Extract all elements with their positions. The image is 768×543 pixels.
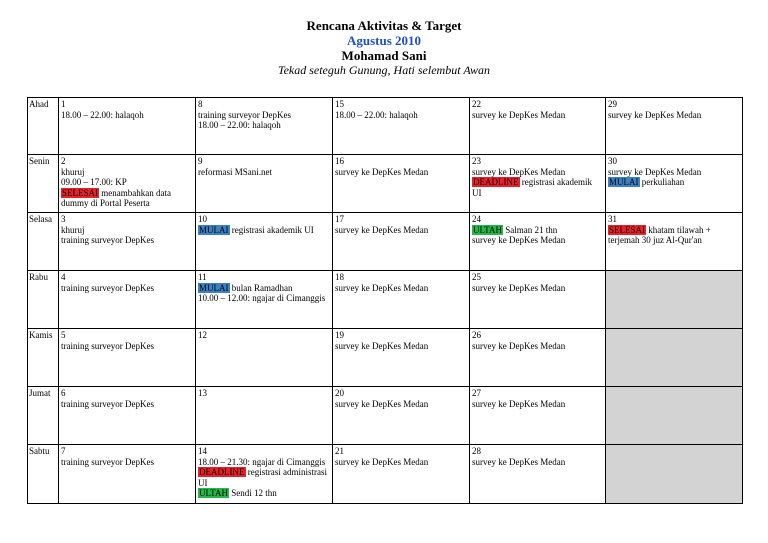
event-entry bbox=[198, 167, 330, 178]
date-number: 1 bbox=[61, 99, 66, 109]
date-number: 12 bbox=[198, 330, 207, 340]
event-text: registrasi akademik UI bbox=[231, 224, 314, 235]
day-label: Senin bbox=[28, 155, 59, 213]
event-entry bbox=[335, 341, 467, 352]
event-entry bbox=[61, 235, 193, 246]
event-entry bbox=[61, 110, 193, 121]
status-tag: MULAI bbox=[199, 282, 229, 293]
calendar-cell bbox=[470, 155, 606, 213]
event-text: training surveyor DepKes bbox=[61, 340, 154, 351]
calendar-cell bbox=[196, 445, 333, 504]
calendar-row bbox=[28, 387, 743, 445]
author-name: Mohamad Sani bbox=[341, 48, 427, 63]
calendar-row bbox=[28, 98, 743, 155]
date-number: 27 bbox=[472, 388, 481, 398]
event-entry bbox=[472, 457, 603, 468]
calendar-cell bbox=[333, 387, 470, 445]
calendar-cell bbox=[59, 213, 196, 271]
event-text: registrasi akademik UI bbox=[472, 177, 592, 198]
day-label: Kamis bbox=[28, 329, 59, 387]
event-entry bbox=[472, 235, 603, 246]
calendar-cell bbox=[333, 98, 470, 155]
event-entry bbox=[335, 167, 467, 178]
event-text: registrasi administrasi UI bbox=[198, 467, 327, 488]
event-text: survey ke DepKes Medan bbox=[472, 398, 566, 409]
event-text: survey ke DepKes Medan bbox=[472, 109, 566, 120]
calendar-row bbox=[28, 445, 743, 504]
calendar-cell bbox=[470, 271, 606, 329]
date-number: 9 bbox=[198, 156, 203, 166]
event-text: menambahkan data dummy di Portal Peserta bbox=[61, 187, 171, 208]
event-entry bbox=[198, 293, 330, 304]
date-number: 31 bbox=[608, 214, 617, 224]
document-title: Rencana Aktivitas & Target bbox=[306, 18, 462, 33]
date-number: 5 bbox=[61, 330, 66, 340]
status-tag: ULTAH bbox=[199, 488, 228, 498]
date-number: 17 bbox=[335, 214, 344, 224]
calendar-cell bbox=[470, 387, 606, 445]
day-label: Jumat bbox=[28, 387, 59, 445]
calendar-cell bbox=[59, 445, 196, 504]
empty-cell bbox=[606, 387, 743, 445]
date-number: 13 bbox=[198, 388, 207, 398]
event-text: 18.00 – 22.00: halaqoh bbox=[198, 120, 281, 130]
event-text: survey ke DepKes Medan bbox=[608, 166, 702, 177]
event-text: survey ke DepKes Medan bbox=[472, 456, 566, 467]
event-entry bbox=[61, 225, 193, 236]
event-entry bbox=[61, 283, 193, 294]
event-entry bbox=[198, 225, 330, 236]
calendar-cell bbox=[470, 445, 606, 504]
date-number: 14 bbox=[198, 446, 207, 456]
event-entry bbox=[608, 177, 740, 188]
calendar-row bbox=[28, 271, 743, 329]
date-number: 19 bbox=[335, 330, 344, 340]
calendar-cell bbox=[196, 98, 333, 155]
event-text: reformasi MSani.net bbox=[198, 166, 272, 177]
calendar-cell bbox=[59, 387, 196, 445]
date-number: 21 bbox=[335, 446, 344, 456]
calendar-cell bbox=[606, 98, 743, 155]
calendar-cell bbox=[470, 213, 606, 271]
date-number: 16 bbox=[335, 156, 344, 166]
event-entry bbox=[472, 399, 603, 410]
event-text: 10.00 – 12.00: ngajar di Cimanggis bbox=[198, 293, 326, 303]
status-tag: DEADLINE bbox=[199, 467, 245, 477]
date-number: 20 bbox=[335, 388, 344, 398]
event-text: survey ke DepKes Medan bbox=[335, 282, 429, 293]
event-entry bbox=[198, 120, 330, 131]
calendar-cell bbox=[196, 329, 333, 387]
event-text: 18.00 – 21.30: ngajar di Cimanggis bbox=[198, 456, 326, 467]
motto: Tekad seteguh Gunung, Hati selembut Awan bbox=[278, 63, 490, 77]
calendar-cell bbox=[606, 155, 743, 213]
event-text: training surveyor DepKes bbox=[198, 109, 291, 120]
event-text: Salman 21 thn bbox=[505, 224, 558, 235]
date-number: 24 bbox=[472, 214, 481, 224]
calendar-cell bbox=[59, 271, 196, 329]
calendar-cell bbox=[59, 98, 196, 155]
event-text: 18.00 – 22.00: halaqoh bbox=[61, 109, 144, 120]
event-entry bbox=[335, 110, 467, 121]
day-label: Selasa bbox=[28, 213, 59, 271]
event-entry bbox=[61, 188, 193, 209]
event-text: survey ke DepKes Medan bbox=[472, 166, 566, 177]
calendar-cell bbox=[59, 329, 196, 387]
event-entry bbox=[61, 341, 193, 352]
event-entry bbox=[335, 457, 467, 468]
date-number: 11 bbox=[198, 272, 207, 282]
event-text: training surveyor DepKes bbox=[61, 398, 154, 409]
day-label: Rabu bbox=[28, 271, 59, 329]
calendar-cell bbox=[196, 155, 333, 213]
event-text: bulan Ramadhan bbox=[231, 282, 293, 293]
event-entry bbox=[61, 167, 193, 178]
event-entry bbox=[61, 457, 193, 468]
event-text: survey ke DepKes Medan bbox=[335, 166, 429, 177]
event-text: training surveyor DepKes bbox=[61, 456, 154, 467]
event-text: training surveyor DepKes bbox=[61, 235, 154, 245]
event-entry bbox=[198, 457, 330, 468]
date-number: 18 bbox=[335, 272, 344, 282]
date-number: 7 bbox=[61, 446, 66, 456]
date-number: 26 bbox=[472, 330, 481, 340]
date-number: 2 bbox=[61, 156, 66, 166]
calendar-cell bbox=[196, 387, 333, 445]
event-text: training surveyor DepKes bbox=[61, 282, 154, 293]
date-number: 23 bbox=[472, 156, 481, 166]
calendar-cell bbox=[333, 155, 470, 213]
date-number: 6 bbox=[61, 388, 66, 398]
event-text: survey ke DepKes Medan bbox=[472, 340, 566, 351]
event-text: Sendi 12 thn bbox=[231, 488, 277, 498]
date-number: 4 bbox=[61, 272, 66, 282]
empty-cell bbox=[606, 445, 743, 504]
event-entry bbox=[335, 225, 467, 236]
month-label: Agustus 2010 bbox=[346, 33, 422, 48]
day-label: Sabtu bbox=[28, 445, 59, 504]
calendar-table bbox=[27, 97, 743, 504]
status-tag: DEADLINE bbox=[473, 177, 519, 187]
event-text: survey ke DepKes Medan bbox=[608, 109, 702, 120]
event-text: survey ke DepKes Medan bbox=[335, 224, 429, 235]
calendar-cell bbox=[196, 213, 333, 271]
empty-cell bbox=[606, 329, 743, 387]
event-text: survey ke DepKes Medan bbox=[335, 398, 429, 409]
date-number: 30 bbox=[608, 156, 617, 166]
date-number: 3 bbox=[61, 214, 66, 224]
date-number: 8 bbox=[198, 99, 203, 109]
calendar-cell bbox=[333, 271, 470, 329]
calendar-row bbox=[28, 155, 743, 213]
event-text: survey ke DepKes Medan bbox=[472, 235, 566, 245]
calendar-cell bbox=[606, 213, 743, 271]
status-tag: MULAI bbox=[199, 224, 229, 235]
calendar-cell bbox=[333, 213, 470, 271]
empty-cell bbox=[606, 271, 743, 329]
event-entry bbox=[198, 467, 330, 488]
calendar-cell bbox=[59, 155, 196, 213]
date-number: 22 bbox=[472, 99, 481, 109]
calendar-cell bbox=[470, 329, 606, 387]
event-entry bbox=[198, 110, 330, 121]
event-entry bbox=[472, 177, 603, 198]
calendar-cell bbox=[196, 271, 333, 329]
event-entry bbox=[472, 225, 603, 236]
event-entry bbox=[608, 110, 740, 121]
event-text: 18.00 – 22.00: halaqoh bbox=[335, 109, 418, 120]
status-tag: SELESAI bbox=[609, 224, 645, 235]
event-entry bbox=[472, 110, 603, 121]
calendar-cell bbox=[470, 98, 606, 155]
event-entry bbox=[335, 283, 467, 294]
event-entry bbox=[198, 488, 330, 499]
date-number: 15 bbox=[335, 99, 344, 109]
event-entry bbox=[608, 167, 740, 178]
event-text: 09.00 – 17.00: KP bbox=[61, 177, 127, 187]
event-text: khuruj bbox=[61, 166, 85, 177]
date-number: 29 bbox=[608, 99, 617, 109]
event-entry bbox=[61, 177, 193, 188]
event-entry bbox=[335, 399, 467, 410]
calendar-row bbox=[28, 329, 743, 387]
event-text: khatam tilawah + terjemah 30 juz Al-Qur'an bbox=[608, 224, 711, 245]
event-text: khuruj bbox=[61, 224, 85, 235]
event-text: survey ke DepKes Medan bbox=[335, 340, 429, 351]
status-tag: SELESAI bbox=[62, 187, 98, 198]
status-tag: MULAI bbox=[609, 177, 639, 187]
day-label: Ahad bbox=[28, 98, 59, 155]
event-entry bbox=[198, 283, 330, 294]
calendar-cell bbox=[333, 445, 470, 504]
event-entry bbox=[472, 283, 603, 294]
calendar-row bbox=[28, 213, 743, 271]
event-text: perkuliahan bbox=[641, 177, 685, 187]
event-entry bbox=[61, 399, 193, 410]
event-entry bbox=[472, 167, 603, 178]
calendar-cell bbox=[333, 329, 470, 387]
date-number: 28 bbox=[472, 446, 481, 456]
document-header bbox=[0, 18, 768, 78]
calendar-body bbox=[28, 98, 743, 504]
event-entry bbox=[608, 225, 740, 246]
event-text: survey ke DepKes Medan bbox=[472, 282, 566, 293]
date-number: 10 bbox=[198, 214, 207, 224]
date-number: 25 bbox=[472, 272, 481, 282]
event-text: survey ke DepKes Medan bbox=[335, 456, 429, 467]
status-tag: ULTAH bbox=[473, 224, 502, 235]
event-entry bbox=[472, 341, 603, 352]
